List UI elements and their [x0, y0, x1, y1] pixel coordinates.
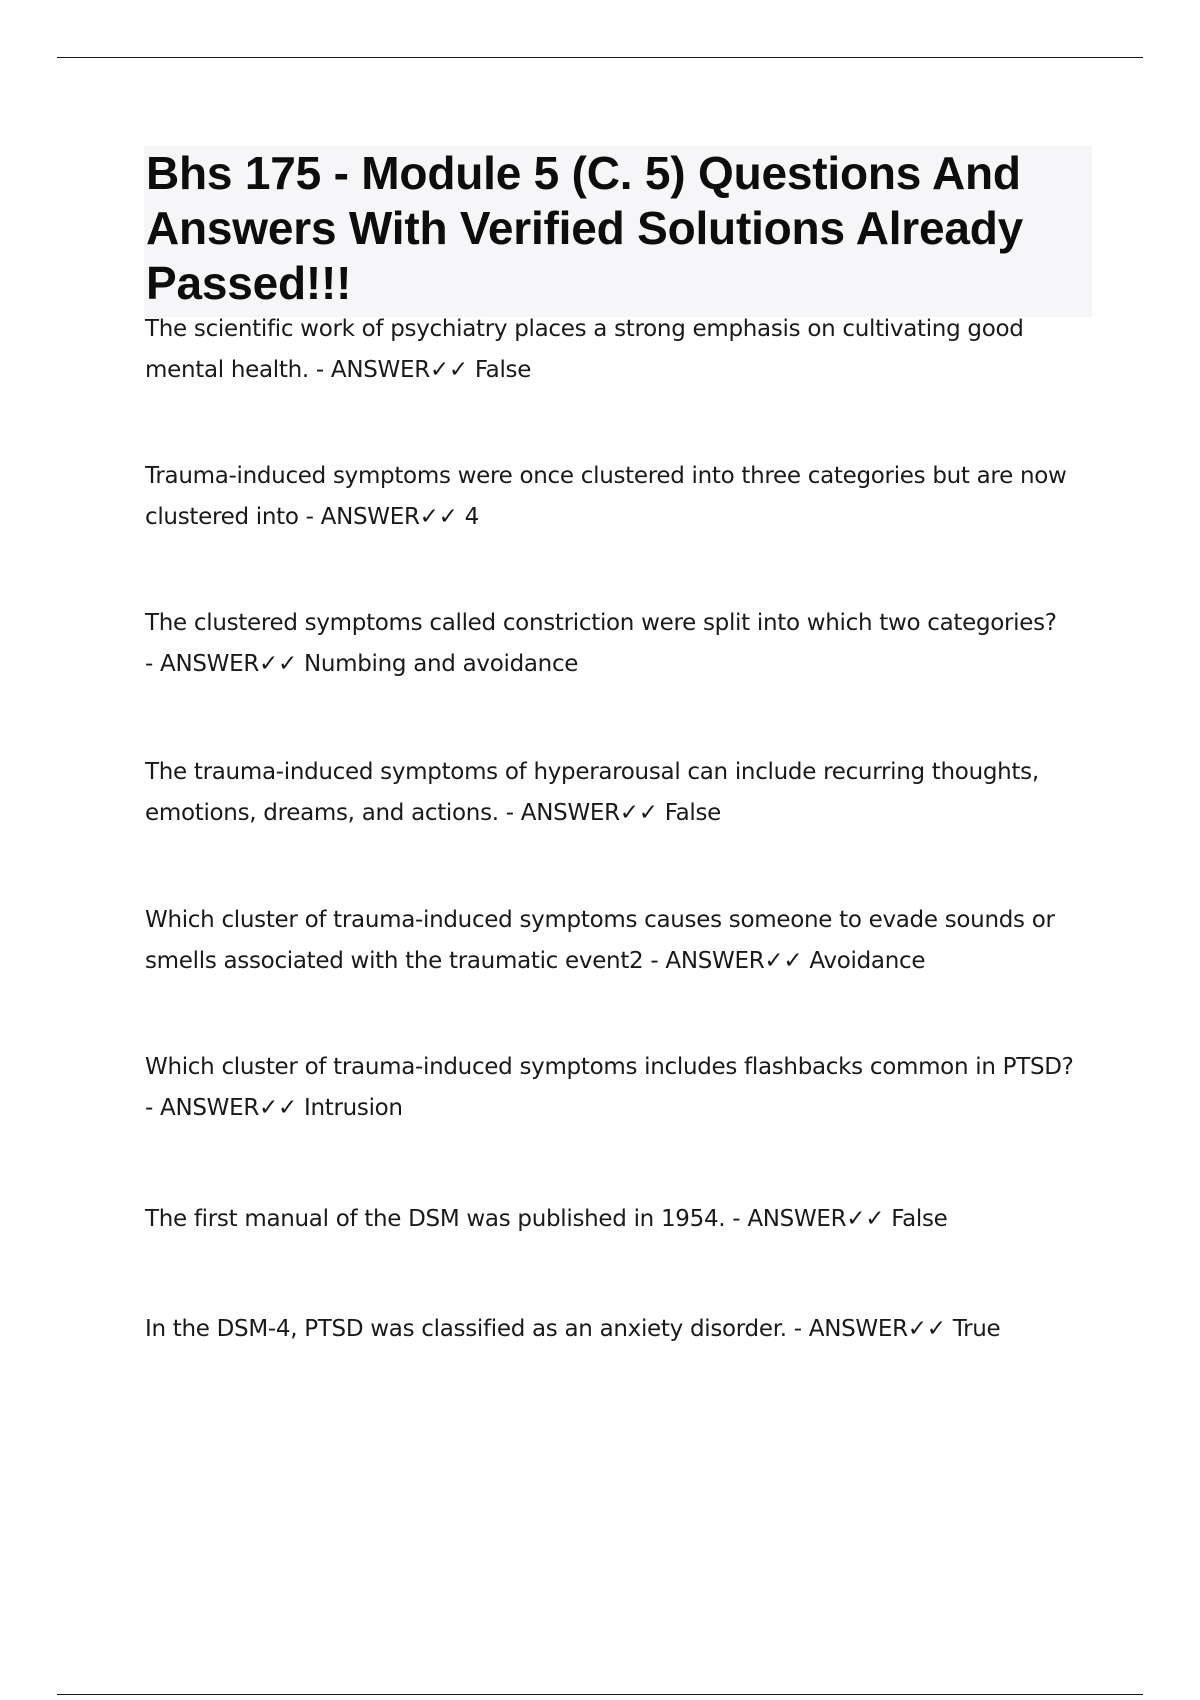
document-title: Bhs 175 - Module 5 (C. 5) Questions And Answers With Verified Solutions Already Passed!!!	[146, 147, 1024, 309]
answer-text: Avoidance	[809, 948, 926, 974]
question-text: Which cluster of trauma-induced symptoms includes flashbacks common in PTSD?	[145, 1054, 1074, 1080]
question-text: The first manual of the DSM was published in 1954.	[145, 1206, 726, 1232]
answer-text: False	[664, 800, 722, 826]
top-divider	[57, 57, 1143, 58]
answer-text: Intrusion	[303, 1095, 403, 1121]
answer-marker: - ANSWER✓✓	[498, 800, 665, 826]
question-text: The scientific work of psychiatry places a strong emphasis on cultivating good mental health.	[145, 316, 1024, 383]
answer-marker: - ANSWER✓✓	[145, 651, 304, 677]
qa-item	[145, 1199, 1095, 1240]
answer-text: False	[474, 357, 532, 383]
qa-item	[145, 603, 1095, 685]
answer-marker: - ANSWER✓✓	[786, 1316, 953, 1342]
question-text: Which cluster of trauma-induced symptoms causes someone to evade sounds or smells associated with the traumatic event2	[145, 907, 1055, 974]
qa-item	[145, 900, 1095, 982]
qa-item	[145, 1309, 1095, 1350]
question-text: The clustered symptoms called constriction were split into which two categories?	[145, 610, 1057, 636]
answer-text: Numbing and avoidance	[303, 651, 579, 677]
qa-item	[145, 1047, 1095, 1129]
answer-text: True	[952, 1316, 1001, 1342]
question-text: In the DSM-4, PTSD was classified as an anxiety disorder.	[145, 1316, 787, 1342]
qa-item	[145, 309, 1095, 391]
answer-marker: - ANSWER✓✓	[298, 504, 465, 530]
question-text: The trauma-induced symptoms of hyperarousal can include recurring thoughts, emotions, dreams, and actions.	[145, 759, 1039, 826]
answer-marker: - ANSWER✓✓	[643, 948, 810, 974]
answer-text: 4	[464, 504, 479, 530]
answer-text: False	[891, 1206, 948, 1232]
answer-marker: - ANSWER✓✓	[308, 357, 475, 383]
answer-marker: - ANSWER✓✓	[145, 1095, 304, 1121]
answer-marker: - ANSWER✓✓	[725, 1206, 892, 1232]
qa-item	[145, 752, 1095, 834]
question-text: Trauma-induced symptoms were once clustered into three categories but are now clustered into	[145, 463, 1067, 530]
title-block	[144, 146, 1092, 317]
bottom-divider	[57, 1694, 1143, 1695]
qa-item	[145, 456, 1095, 538]
